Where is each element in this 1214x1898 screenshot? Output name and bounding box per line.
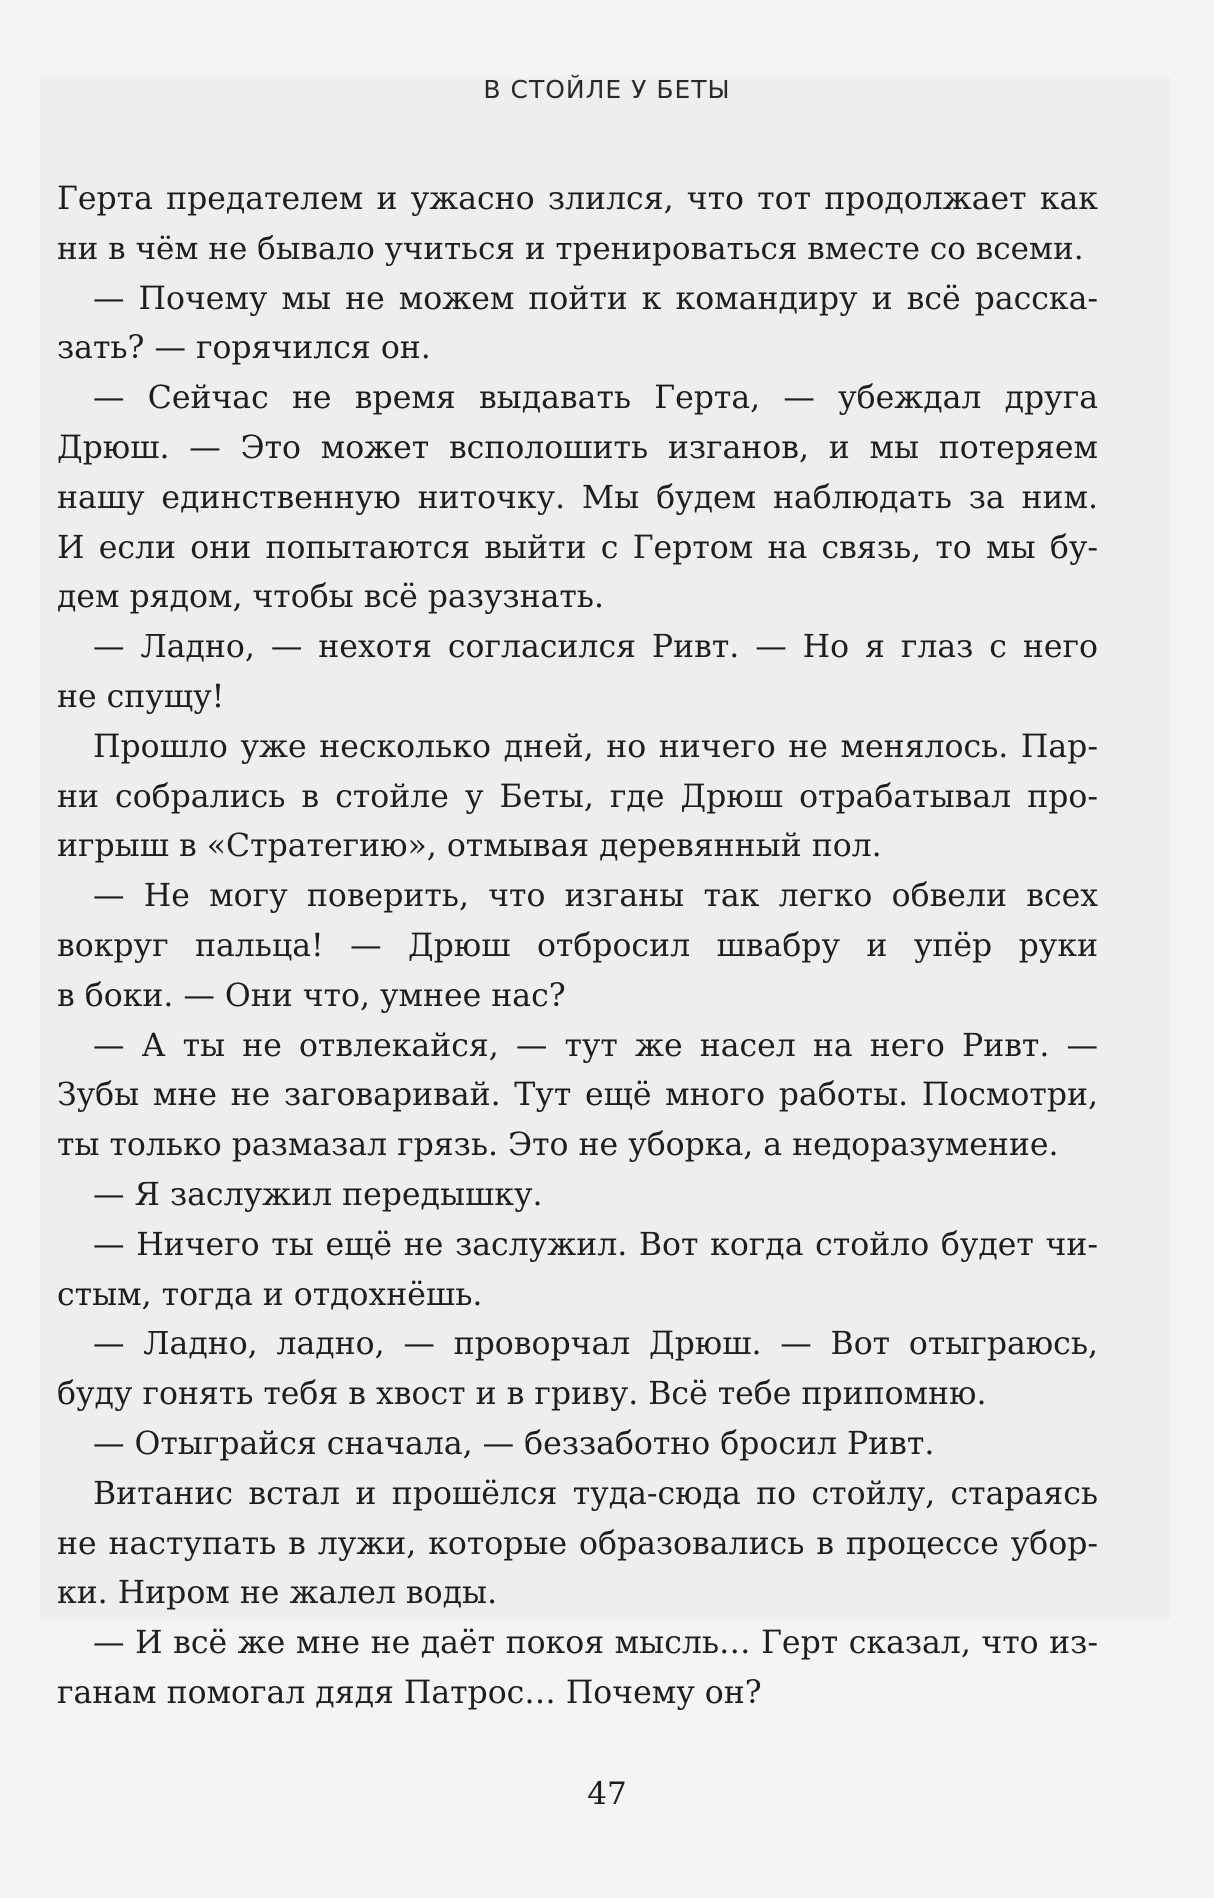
text-line: ки. Ниром не жалел воды. — [57, 1575, 498, 1612]
text-line: ни собрались в стойле у Беты, где Дрюш отрабатывал про- — [57, 778, 1098, 815]
text-line: в боки. — Они что, умнее нас? — [57, 977, 566, 1014]
text-line: вокруг пальца! — Дрюш отбросил швабру и упёр руки — [57, 927, 1098, 964]
text-line: — Отыграйся сначала, — беззаботно бросил Ривт. — [93, 1425, 935, 1462]
text-line: — Ладно, — нехотя согласился Ривт. — Но я глаз с него — [93, 629, 1098, 666]
text-line: — Почему мы не можем пойти к командиру и всё расска- — [93, 280, 1098, 317]
text-line: Витанис встал и прошёлся туда-сюда по стойлу, стараясь — [93, 1475, 1098, 1512]
text-line: — Ладно, ладно, — проворчал Дрюш. — Вот отыграюсь, — [93, 1326, 1098, 1363]
text-line: не спущу! — [57, 678, 225, 715]
text-line: не наступать в лужи, которые образовались в процессе убор- — [57, 1525, 1098, 1562]
text-line: — Я заслужил передышку. — [93, 1176, 543, 1213]
text-line: ни в чём не бывало учиться и тренироваться вместе со всеми. — [57, 230, 1084, 267]
text-line: нашу единственную ниточку. Мы будем наблюдать за ним. — [57, 479, 1098, 516]
running-head: В СТОЙЛЕ У БЕТЫ — [483, 75, 731, 104]
text-line: — Ничего ты ещё не заслужил. Вот когда стойло будет чи- — [93, 1226, 1098, 1263]
text-line: — Не могу поверить, что изганы так легко обвели всех — [93, 878, 1098, 915]
text-line: — И всё же мне не даёт покоя мысль… Герт сказал, что из- — [93, 1625, 1098, 1662]
text-line: дем рядом, чтобы всё разузнать. — [57, 579, 604, 616]
text-line: буду гонять тебя в хвост и в гриву. Всё тебе припомню. — [57, 1376, 987, 1413]
text-line: Прошло уже несколько дней, но ничего не менялось. Пар- — [93, 728, 1098, 765]
text-line: — А ты не отвлекайся, — тут же насел на него Ривт. — — [93, 1027, 1098, 1064]
text-line: ганам помогал дядя Патрос… Почему он? — [57, 1674, 762, 1711]
body-text — [57, 175, 1098, 1719]
text-line: игрыш в «Стратегию», отмывая деревянный пол. — [57, 828, 882, 865]
text-line: ты только размазал грязь. Это не уборка, а недоразумение. — [57, 1127, 1059, 1164]
text-line: И если они попытаются выйти с Гертом на связь, то мы бу- — [57, 529, 1098, 566]
text-line: зать? — горячился он. — [57, 330, 431, 367]
text-line: Зубы мне не заговаривай. Тут ещё много работы. Посмотри, — [57, 1077, 1098, 1114]
text-line: Герта предателем и ужасно злился, что тот продолжает как — [57, 181, 1098, 217]
page-number: 47 — [587, 1776, 627, 1812]
text-line: стым, тогда и отдохнёшь. — [57, 1276, 483, 1313]
text-line: — Сейчас не время выдавать Герта, — убеждал друга — [93, 380, 1098, 417]
text-line: Дрюш. — Это может всполошить изганов, и мы потеряем — [57, 429, 1098, 466]
